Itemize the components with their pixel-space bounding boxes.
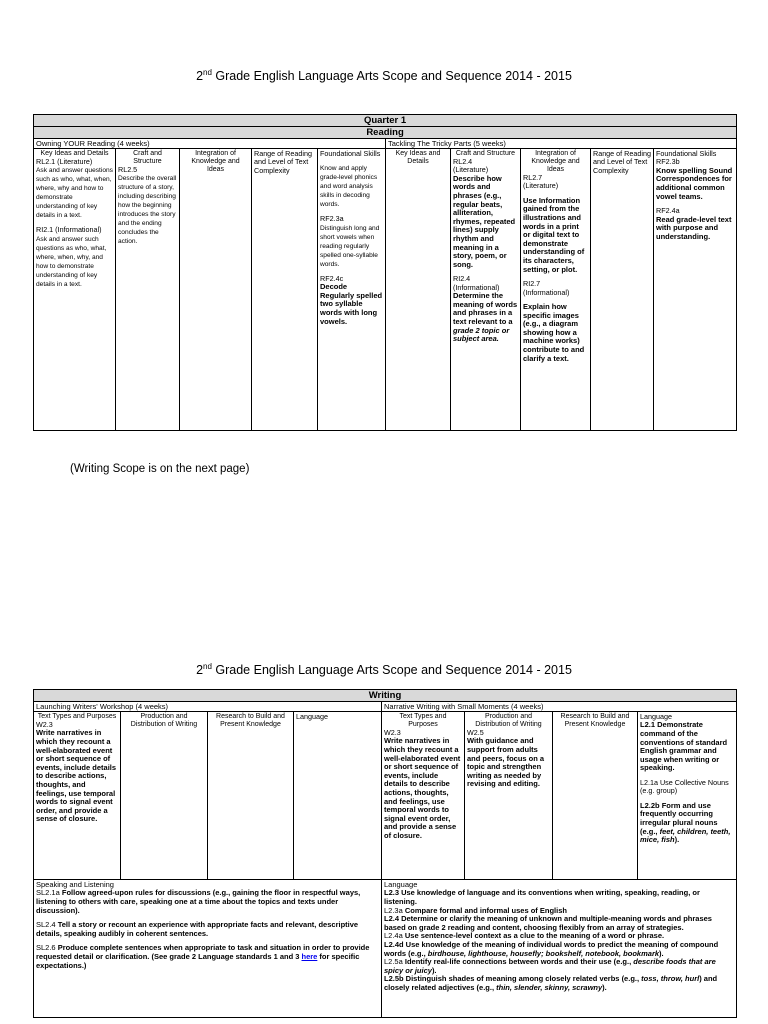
unit-narrative-writing: Narrative Writing with Small Moments (4 weeks) (382, 702, 737, 712)
reading-col-integration: Integration of Knowledge and Ideas (180, 149, 252, 431)
reading-col-range: Range of Reading and Level of Text Complexity (252, 149, 318, 431)
reading-col-craft-structure: Craft and Structure RL2.5 Describe the overall structure of a story, including describing how the beginning introduces the story and the ending concludes the action. (116, 149, 180, 431)
quarter-header: Quarter 1 (34, 115, 737, 127)
subject-header-writing: Writing (34, 690, 737, 702)
reading-col-foundational: Foundational Skills Know and apply grade-level phonics and word analysis skills in decoding words. RF2.3a Distinguish long and short vowels when reading regularly spelled one-syllable words. RF2.4c Decode Regularly spelled two syllable words with long vowels. (318, 149, 386, 431)
unit-owning-your-reading: Owning YOUR Reading (4 weeks) (34, 139, 386, 149)
reading-col-key-ideas-2: Key Ideas and Details (386, 149, 451, 431)
writing-col-research: Research to Build and Present Knowledge (208, 712, 294, 880)
writing-col-production: Production and Distribution of Writing (121, 712, 208, 880)
reading-col-key-ideas: Key Ideas and Details RL2.1 (Literature) Ask and answer questions such as who, what, when, where, why and how to demonstrate understanding of key details in a text. RI2.1 (Informational) Ask and answer such questions as who, what, where, when, why, and how to demonstrate understanding of key details in a text. (34, 149, 116, 431)
unit-launching-writers-workshop: Launching Writers' Workshop (4 weeks) (34, 702, 382, 712)
speaking-listening-cell: Speaking and Listening SL2.1a Follow agreed-upon rules for discussions (e.g., gaining the floor in respectful ways, listening to others with care, speaking one at a time about the topics and texts under discussion). SL2.4 Tell a story or recount an experience with appropriate facts and relevant, descriptive details, speaking audibly in coherent sentences. SL2.6 Produce complete sentences when appropriate to task and situation in order to provide requested detail or clarification. (See grade 2 Language standards 1 and 3 here for specific expectations.) (34, 880, 382, 1018)
reading-col-craft-structure-2: Craft and Structure RL2.4 (Literature) Describe how words and phrases (e.g., regular beats, alliteration, rhymes, repeated lines) supply rhythm and meaning in a story, poem, or song. RI2.4 (Informational) Determine the meaning of words and phrases in a text relevant to a grade 2 topic or subject area. (451, 149, 521, 431)
reading-col-range-2: Range of Reading and Level of Text Complexity (591, 149, 654, 431)
unit-tackling-tricky-parts: Tackling The Tricky Parts (5 weeks) (386, 139, 737, 149)
language-cell: Language L2.3 Use knowledge of language and its conventions when writing, speaking, reading, or listening. L2.3a Compare formal and informal uses of English L2.4 Determine or clarify the meaning of unknown and multiple-meaning words and phrases based on grade 2 reading and content, choosing flexibly from an array of strategies. L2.4a Use sentence-level context as a clue to the meaning of a word or phrase. L2.4d Use knowledge of the meaning of individual words to predict the meaning of compound words (e.g., birdhouse, lighthouse, housefly; bookshelf, notebook, bookmark). L2.5a Identify real-life connections between words and their use (e.g., describe foods that are spicy or juicy). L2.5b Distinguish shades of meaning among closely related verbs (e.g., toss, throw, hurl) and closely related adjectives (e.g., thin, slender, skinny, scrawny). (382, 880, 737, 1018)
reading-col-foundational-2: Foundational Skills RF2.3b Know spelling Sound Correspondences for additional common vowel teams. RF2.4a Read grade-level text with purpose and understanding. (654, 149, 737, 431)
writing-col-research-2: Research to Build and Present Knowledge (553, 712, 638, 880)
writing-scope-note: (Writing Scope is on the next page) (70, 463, 250, 475)
writing-col-text-types-2: Text Types and Purposes W2.3 Write narratives in which they recount a well-elaborated event or short sequence of events, include details to describe actions, thoughts, and feelings, use temporal words to signal event order, and provide a sense of closure. (382, 712, 465, 880)
page-title-writing: 2nd Grade English Language Arts Scope and Sequence 2014 - 2015 (196, 662, 572, 678)
writing-col-language-2: Language L2.1 Demonstrate command of the conventions of standard English grammar and usage when writing or speaking. L2.1a Use Collective Nouns (e.g. group) L2.2b Form and use frequently occurring irregular plural nouns (e.g., feet, children, teeth, mice, fish). (638, 712, 737, 880)
writing-col-text-types: Text Types and Purposes W2.3 Write narratives in which they recount a well-elaborated event or short sequence of events, include details to describe actions, thoughts, and feelings, use temporal words to signal event order, and provide a sense of closure. (34, 712, 121, 880)
subject-header-reading: Reading (34, 127, 737, 139)
writing-col-production-2: Production and Distribution of Writing W2.5 With guidance and support from adults and peers, focus on a topic and strengthen writing as needed by revising and editing. (465, 712, 553, 880)
writing-col-language: Language (294, 712, 382, 880)
reading-scope-table (33, 114, 737, 431)
standards-here-link[interactable]: here (301, 951, 318, 961)
writing-scope-table (33, 689, 737, 1018)
page-title-reading: 2nd Grade English Language Arts Scope and Sequence 2014 - 2015 (196, 68, 572, 84)
reading-col-integration-2: Integration of Knowledge and Ideas RL2.7 (Literature) Use Information gained from the illustrations and words in a print or digital text to demonstrate understanding of its characters, setting, or plot. RI2.7 (Informational) Explain how specific images (e.g., a diagram showing how a machine works) contribute to and clarify a text. (521, 149, 591, 431)
